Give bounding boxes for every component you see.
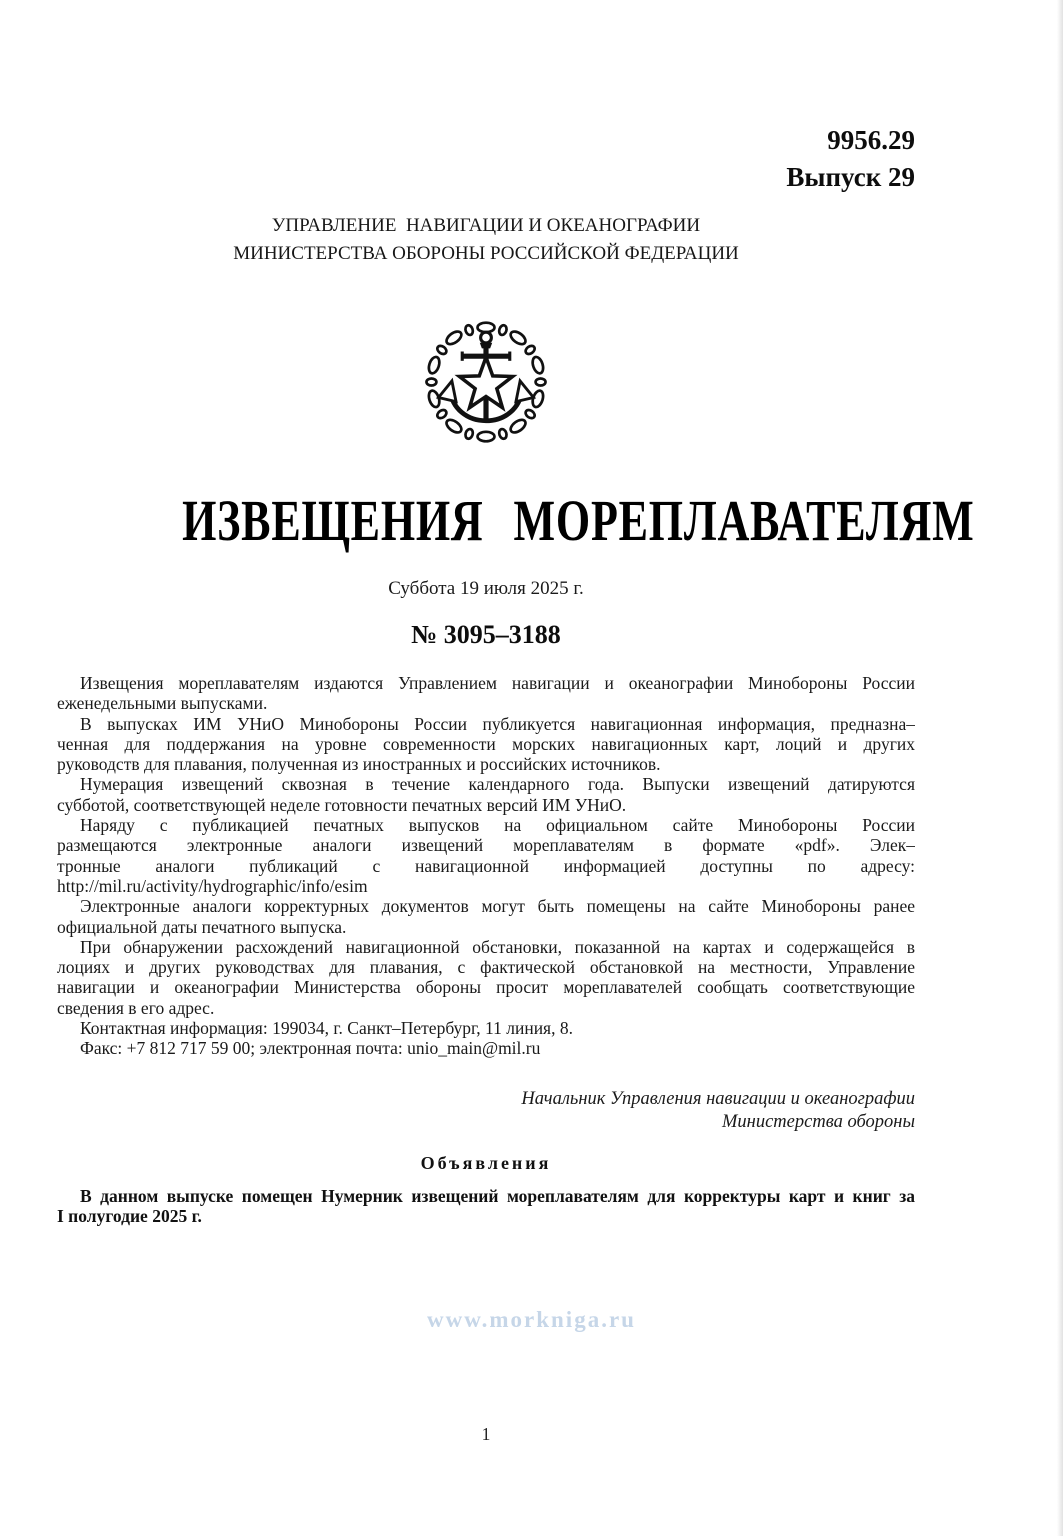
text-line: размещаются электронные аналоги извещений мореплавателям в формате «pdf». Элек– [57,835,915,856]
paragraph [57,937,915,1018]
navy-hydrographic-emblem [424,320,548,444]
paragraph [57,774,915,815]
announcements-paragraph [57,1186,915,1227]
text-line: тронные аналоги публикаций с навигационной информацией доступны по адресу: [57,855,915,876]
org-header-line1: УПРАВЛЕНИЕ НАВИГАЦИИ И ОКЕАНОГРАФИИ [271,215,701,236]
issue-block [57,122,915,196]
text-line: Нумерация извещений сквозная в течение календарного года. Выпуски извещений датируются [80,774,915,795]
paragraph [57,815,915,896]
signature-block [57,1088,915,1134]
paragraph [57,714,915,775]
issue-code: 9956.29 [827,125,915,155]
text-line: навигации и океанографии Министерства обороны просит мореплавателей сообщать соответствующие [57,977,915,998]
text-line: http://mil.ru/activity/hydrographic/info/esim [57,875,368,896]
watermark: www.morkniga.ru [427,1307,636,1332]
org-header [57,212,915,268]
text-line: Наряду с публикацией печатных выпусков на официальном сайте Минобороны России [80,815,915,836]
text-line: сведения в его адрес. [57,997,215,1018]
text-line: субботой, соответствующей неделе готовности печатных версий ИМ УНиО. [57,794,627,815]
text-line: Факс: +7 812 717 59 00; электронная почта: unio_main@mil.ru [80,1038,541,1059]
text-line: еженедельными выпусками. [57,693,268,714]
paragraph [57,1018,915,1038]
signature-line2: Министерства обороны [722,1112,915,1132]
text-line: I полугодие 2025 г. [57,1206,202,1227]
text-line: лоциях и других руководствах для плавания, с фактической обстановкой на местности, Управление [57,957,915,978]
page-number: 1 [481,1424,491,1444]
notice-range: № 3095–3188 [411,620,561,649]
paragraph [57,1038,915,1058]
text-line: Извещения мореплавателям издаются Управлением навигации и океанографии Минобороны России [80,673,915,693]
anchor-star-chain-icon [424,320,548,444]
org-header-line2: МИНИСТЕРСТВА ОБОРОНЫ РОССИЙСКОЙ ФЕДЕРАЦИИ [233,243,739,264]
text-line: В выпусках ИМ УНиО Минобороны России публикуется навигационная информация, предназна– [80,713,915,734]
body-text [57,673,915,1059]
scan-edge-shadow [1057,0,1063,1536]
text-line: В данном выпуске помещен Нумерник извещений мореплавателям для корректуры карт и книг за [80,1186,915,1206]
text-line: руководств для плавания, полученная из иностранных и российских источников. [57,754,661,775]
title-block [57,488,975,553]
page-title: ИЗВЕЩЕНИЯ МОРЕПЛАВАТЕЛЯМ [182,488,975,553]
issue-date: Суббота 19 июля 2025 г. [388,578,584,599]
text-line: Электронные аналоги корректурных документов могут быть помещены на сайте Минобороны ранее [80,896,915,917]
text-line: При обнаружении расхождений навигационной обстановки, показанной на картах и содержащейся в [80,936,915,957]
text-line: Контактная информация: 199034, г. Санкт–Петербург, 11 линия, 8. [80,1018,573,1039]
issue-label: Выпуск 29 [786,162,915,192]
text-line: официальной даты печатного выпуска. [57,916,347,937]
signature-line1: Начальник Управления навигации и океанографии [521,1089,915,1109]
announcements-heading: Объявления [420,1153,552,1173]
paragraph [57,673,915,714]
text-line: ченная для поддержания на уровне современности морских навигационных карт, лоций и других [57,733,915,754]
paragraph [57,896,915,937]
